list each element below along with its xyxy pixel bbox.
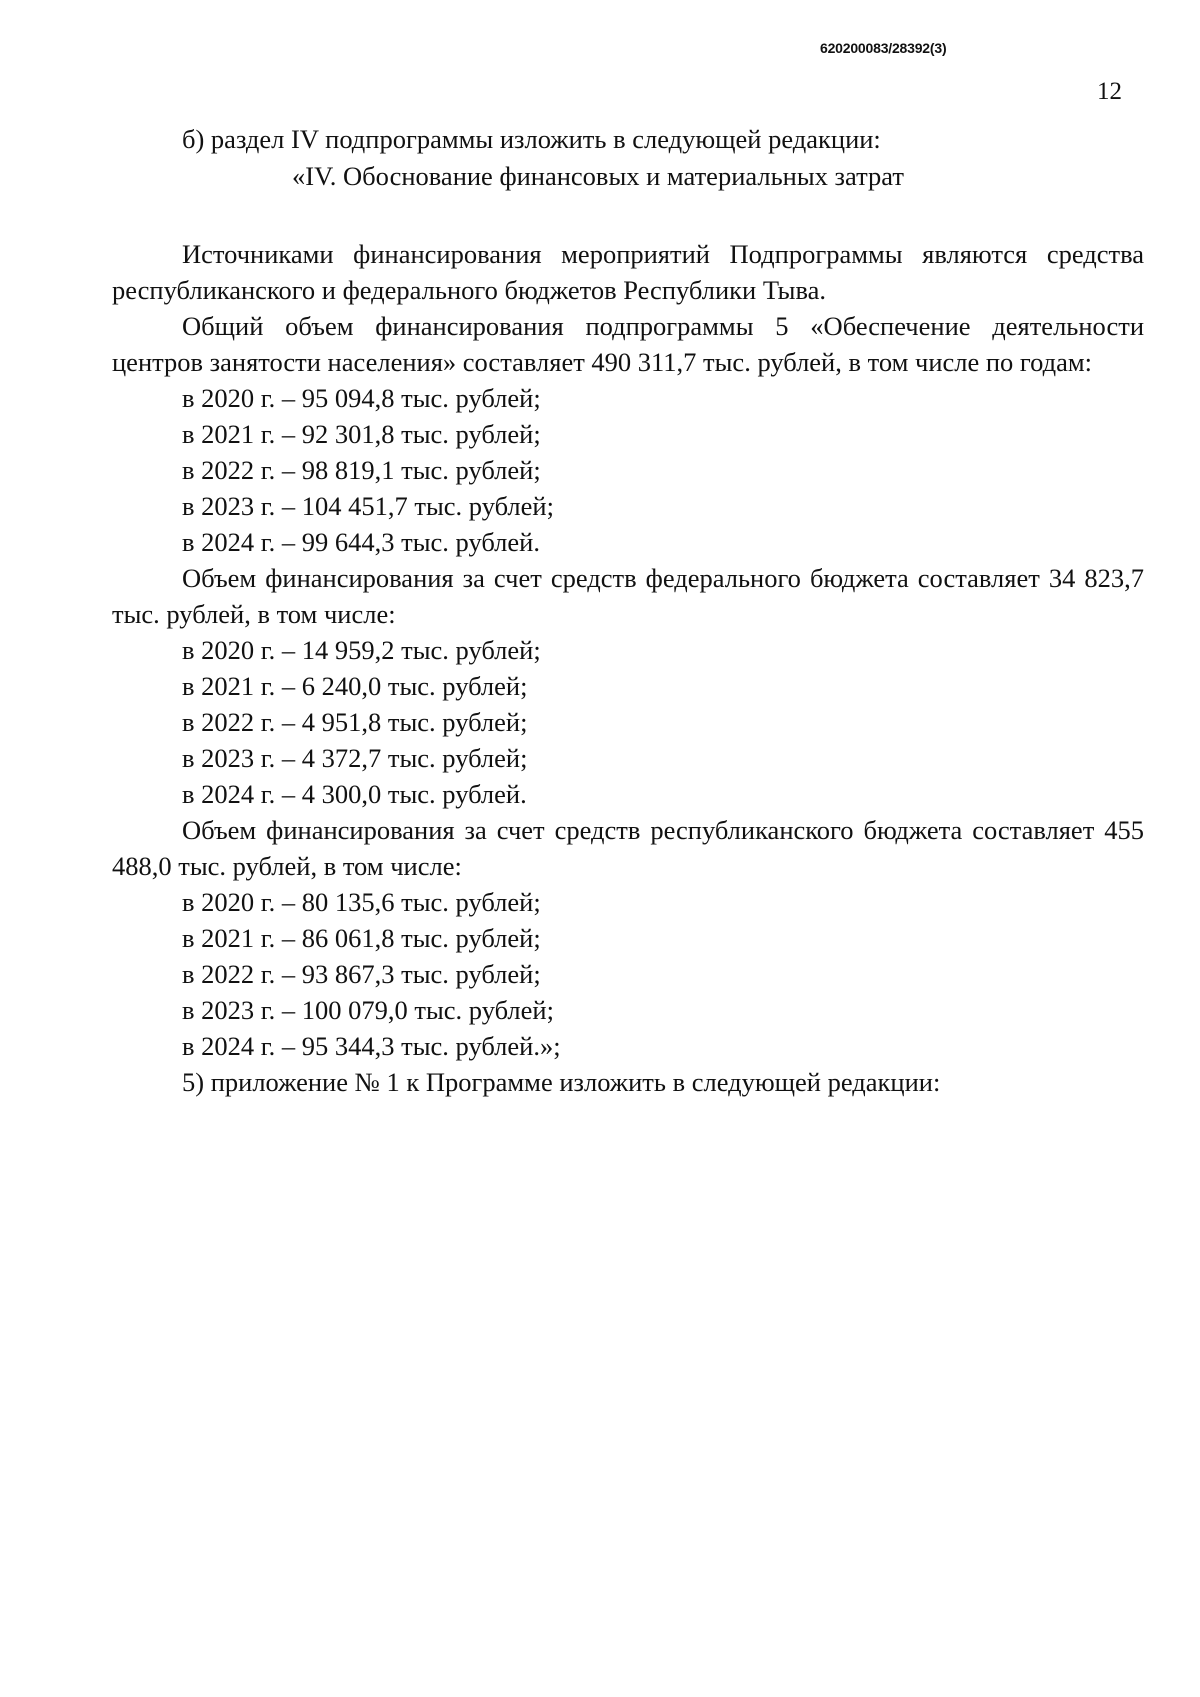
list-item: в 2021 г. – 86 061,8 тыс. рублей; bbox=[182, 923, 541, 953]
list-item: в 2024 г. – 4 300,0 тыс. рублей. bbox=[182, 779, 527, 809]
list-item: в 2022 г. – 93 867,3 тыс. рублей; bbox=[182, 959, 541, 989]
list-item: в 2020 г. – 95 094,8 тыс. рублей; bbox=[182, 383, 541, 413]
total-funding-years bbox=[112, 380, 1144, 560]
federal-funding-years bbox=[112, 632, 1144, 812]
republican-funding-years bbox=[112, 884, 1144, 1064]
document-registration-code: 620200083/28392(3) bbox=[820, 40, 947, 56]
republican-funding-paragraph: Объем финансирования за счет средств республиканского бюджета составляет 455 488,0 тыс. рублей, в том числе: bbox=[112, 815, 1144, 881]
page-number: 12 bbox=[1097, 78, 1122, 105]
list-item: в 2021 г. – 6 240,0 тыс. рублей; bbox=[182, 671, 528, 701]
list-item: в 2023 г. – 4 372,7 тыс. рублей; bbox=[182, 743, 528, 773]
list-item: в 2024 г. – 95 344,3 тыс. рублей.»; bbox=[182, 1031, 561, 1061]
section-intro: б) раздел IV подпрограммы изложить в следующей редакции: bbox=[182, 124, 881, 154]
list-item: в 2024 г. – 99 644,3 тыс. рублей. bbox=[182, 527, 540, 557]
list-item: в 2020 г. – 14 959,2 тыс. рублей; bbox=[182, 635, 541, 665]
list-item: в 2020 г. – 80 135,6 тыс. рублей; bbox=[182, 887, 541, 917]
funding-sources-paragraph: Источниками финансирования мероприятий Подпрограммы являются средства республиканского и федерального бюджетов Республики Тыва. bbox=[112, 239, 1144, 305]
list-item: в 2022 г. – 4 951,8 тыс. рублей; bbox=[182, 707, 528, 737]
total-funding-paragraph: Общий объем финансирования подпрограммы 5 «Обеспечение деятельности центров занятости населения» составляет 490 311,7 тыс. рублей, в том числе по годам: bbox=[112, 311, 1144, 377]
appendix-instruction: 5) приложение № 1 к Программе изложить в следующей редакции: bbox=[182, 1067, 941, 1097]
federal-funding-paragraph: Объем финансирования за счет средств федерального бюджета составляет 34 823,7 тыс. рублей, в том числе: bbox=[112, 563, 1144, 629]
list-item: в 2022 г. – 98 819,1 тыс. рублей; bbox=[182, 455, 541, 485]
section-heading: «IV. Обоснование финансовых и материальных затрат bbox=[292, 161, 904, 191]
list-item: в 2023 г. – 104 451,7 тыс. рублей; bbox=[182, 491, 554, 521]
document-body bbox=[112, 236, 1144, 1100]
list-item: в 2023 г. – 100 079,0 тыс. рублей; bbox=[182, 995, 554, 1025]
list-item: в 2021 г. – 92 301,8 тыс. рублей; bbox=[182, 419, 541, 449]
